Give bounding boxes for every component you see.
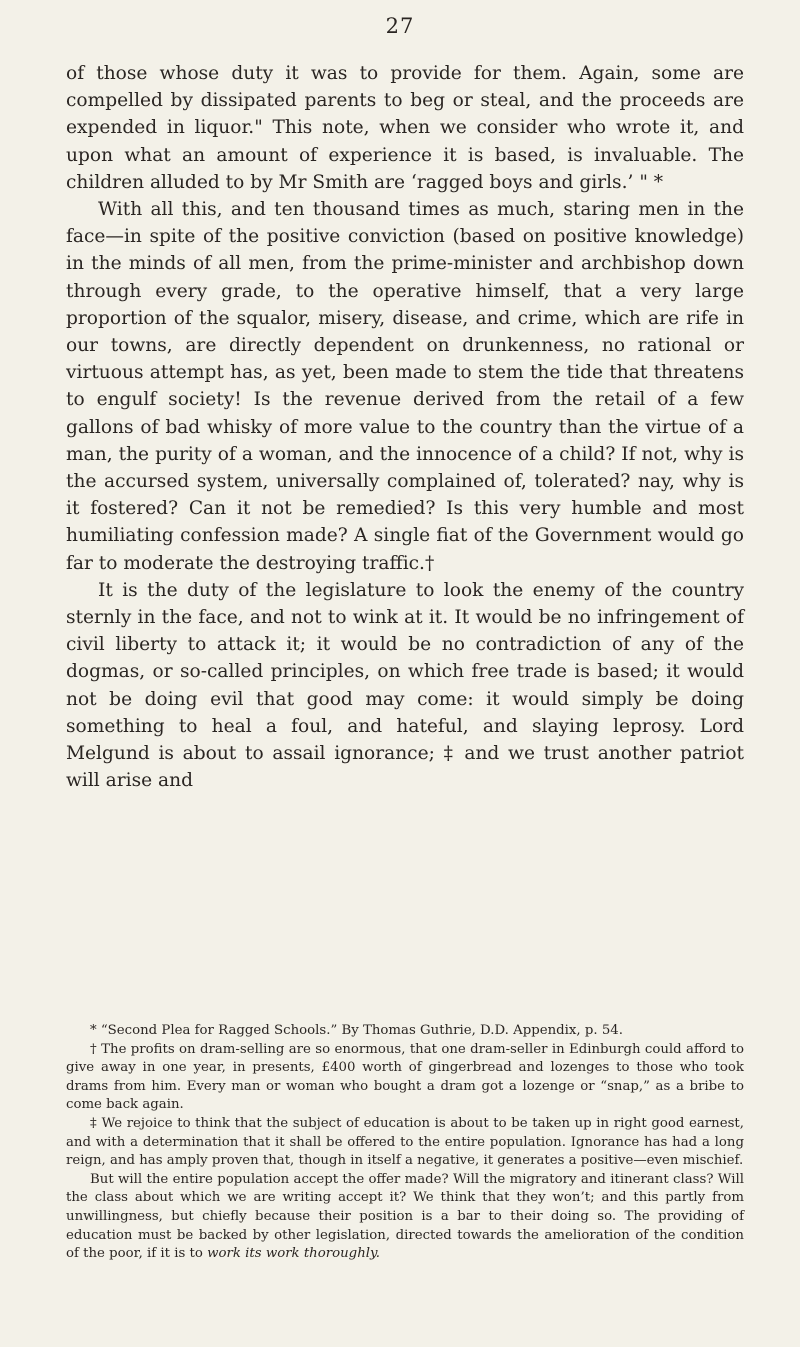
footnotes [66, 1022, 744, 1264]
footnote-emphasis: work its work thoroughly. [207, 1246, 380, 1262]
paragraph-1: of those whose duty it was to provide for them. Again, some are compelled by dissipated parents to beg or steal, and the proceeds are expended in liquor." This note, when we consider who wrote it, and upon what an amount of experience it is based, is invaluable. The children alluded to by Mr Smith are ‘ragged boys and girls.’ " * [66, 63, 744, 193]
paragraph-2: With all this, and ten thousand times as much, staring men in the face—in spite of the positive conviction (based on positive knowledge) in the minds of all men, from the prime-minister and archbishop down through every grade, to the operative himself, that a very large proportion of the squalor, misery, disease, and crime, which are rife in our towns, are directly dependent on drunkenness, no rational or virtuous attempt has, as yet, been made to stem the tide that threatens to engulf society! Is the revenue derived from the retail of a few gallons of bad whisky of more value to the country than the virtue of a man, the purity of a woman, and the innocence of a child? If not, why is the accursed system, universally complained of, tolerated? nay, why is it fostered? Can it not be remedied? Is this very humble and most humiliating confession made? A single fiat of the Government would go far to moderate the destroying traffic.† [66, 199, 744, 574]
body-text [66, 60, 744, 794]
paragraph-3: It is the duty of the legislature to look the enemy of the country sternly in the face, and not to wink at it. It would be no infringement of civil liberty to attack it; it would be no contradiction of any of the dogmas, or so-called principles, on which free trade is based; it would not be doing evil that good may come: it would simply be doing something to heal a foul, and hateful, and slaying leprosy. Lord Melgund is about to assail ignorance; ‡ and we trust another patriot will arise and [66, 579, 744, 792]
page-number: 27 [385, 14, 415, 38]
footnote-continuation-text: But will the entire population accept the offer made? Will the migratory and itinerant class? Will the class about which we are writing accept it? We think that they won’t; and this partly from unwillingness, but chiefly because their position is a bar to their doing so. The providing of education must be backed by other legislation, directed towards the amelioration of the condition of the poor, if it is to [66, 1171, 744, 1262]
footnote-asterisk: * “Second Plea for Ragged Schools.” By Thomas Guthrie, D.D. Appendix, p. 54. [90, 1023, 623, 1038]
footnote-dagger: † The profits on dram-selling are so enormous, that one dram-seller in Edinburgh could afford to give away in one year, in presents, £400 worth of gingerbread and lozenges to those who took drams from him. Every man or woman who bought a dram got a lozenge or “snap,” as a bribe to come back again. [66, 1041, 744, 1113]
footnote-continuation [66, 1171, 744, 1264]
footnote-double-dagger: ‡ We rejoice to think that the subject of education is about to be taken up in right good earnest, and with a determination that it shall be offered to the entire population. Ignorance has had a long reign, and has amply proven that, though in itself a negative, it generates a positive—even mischief. [66, 1115, 744, 1169]
